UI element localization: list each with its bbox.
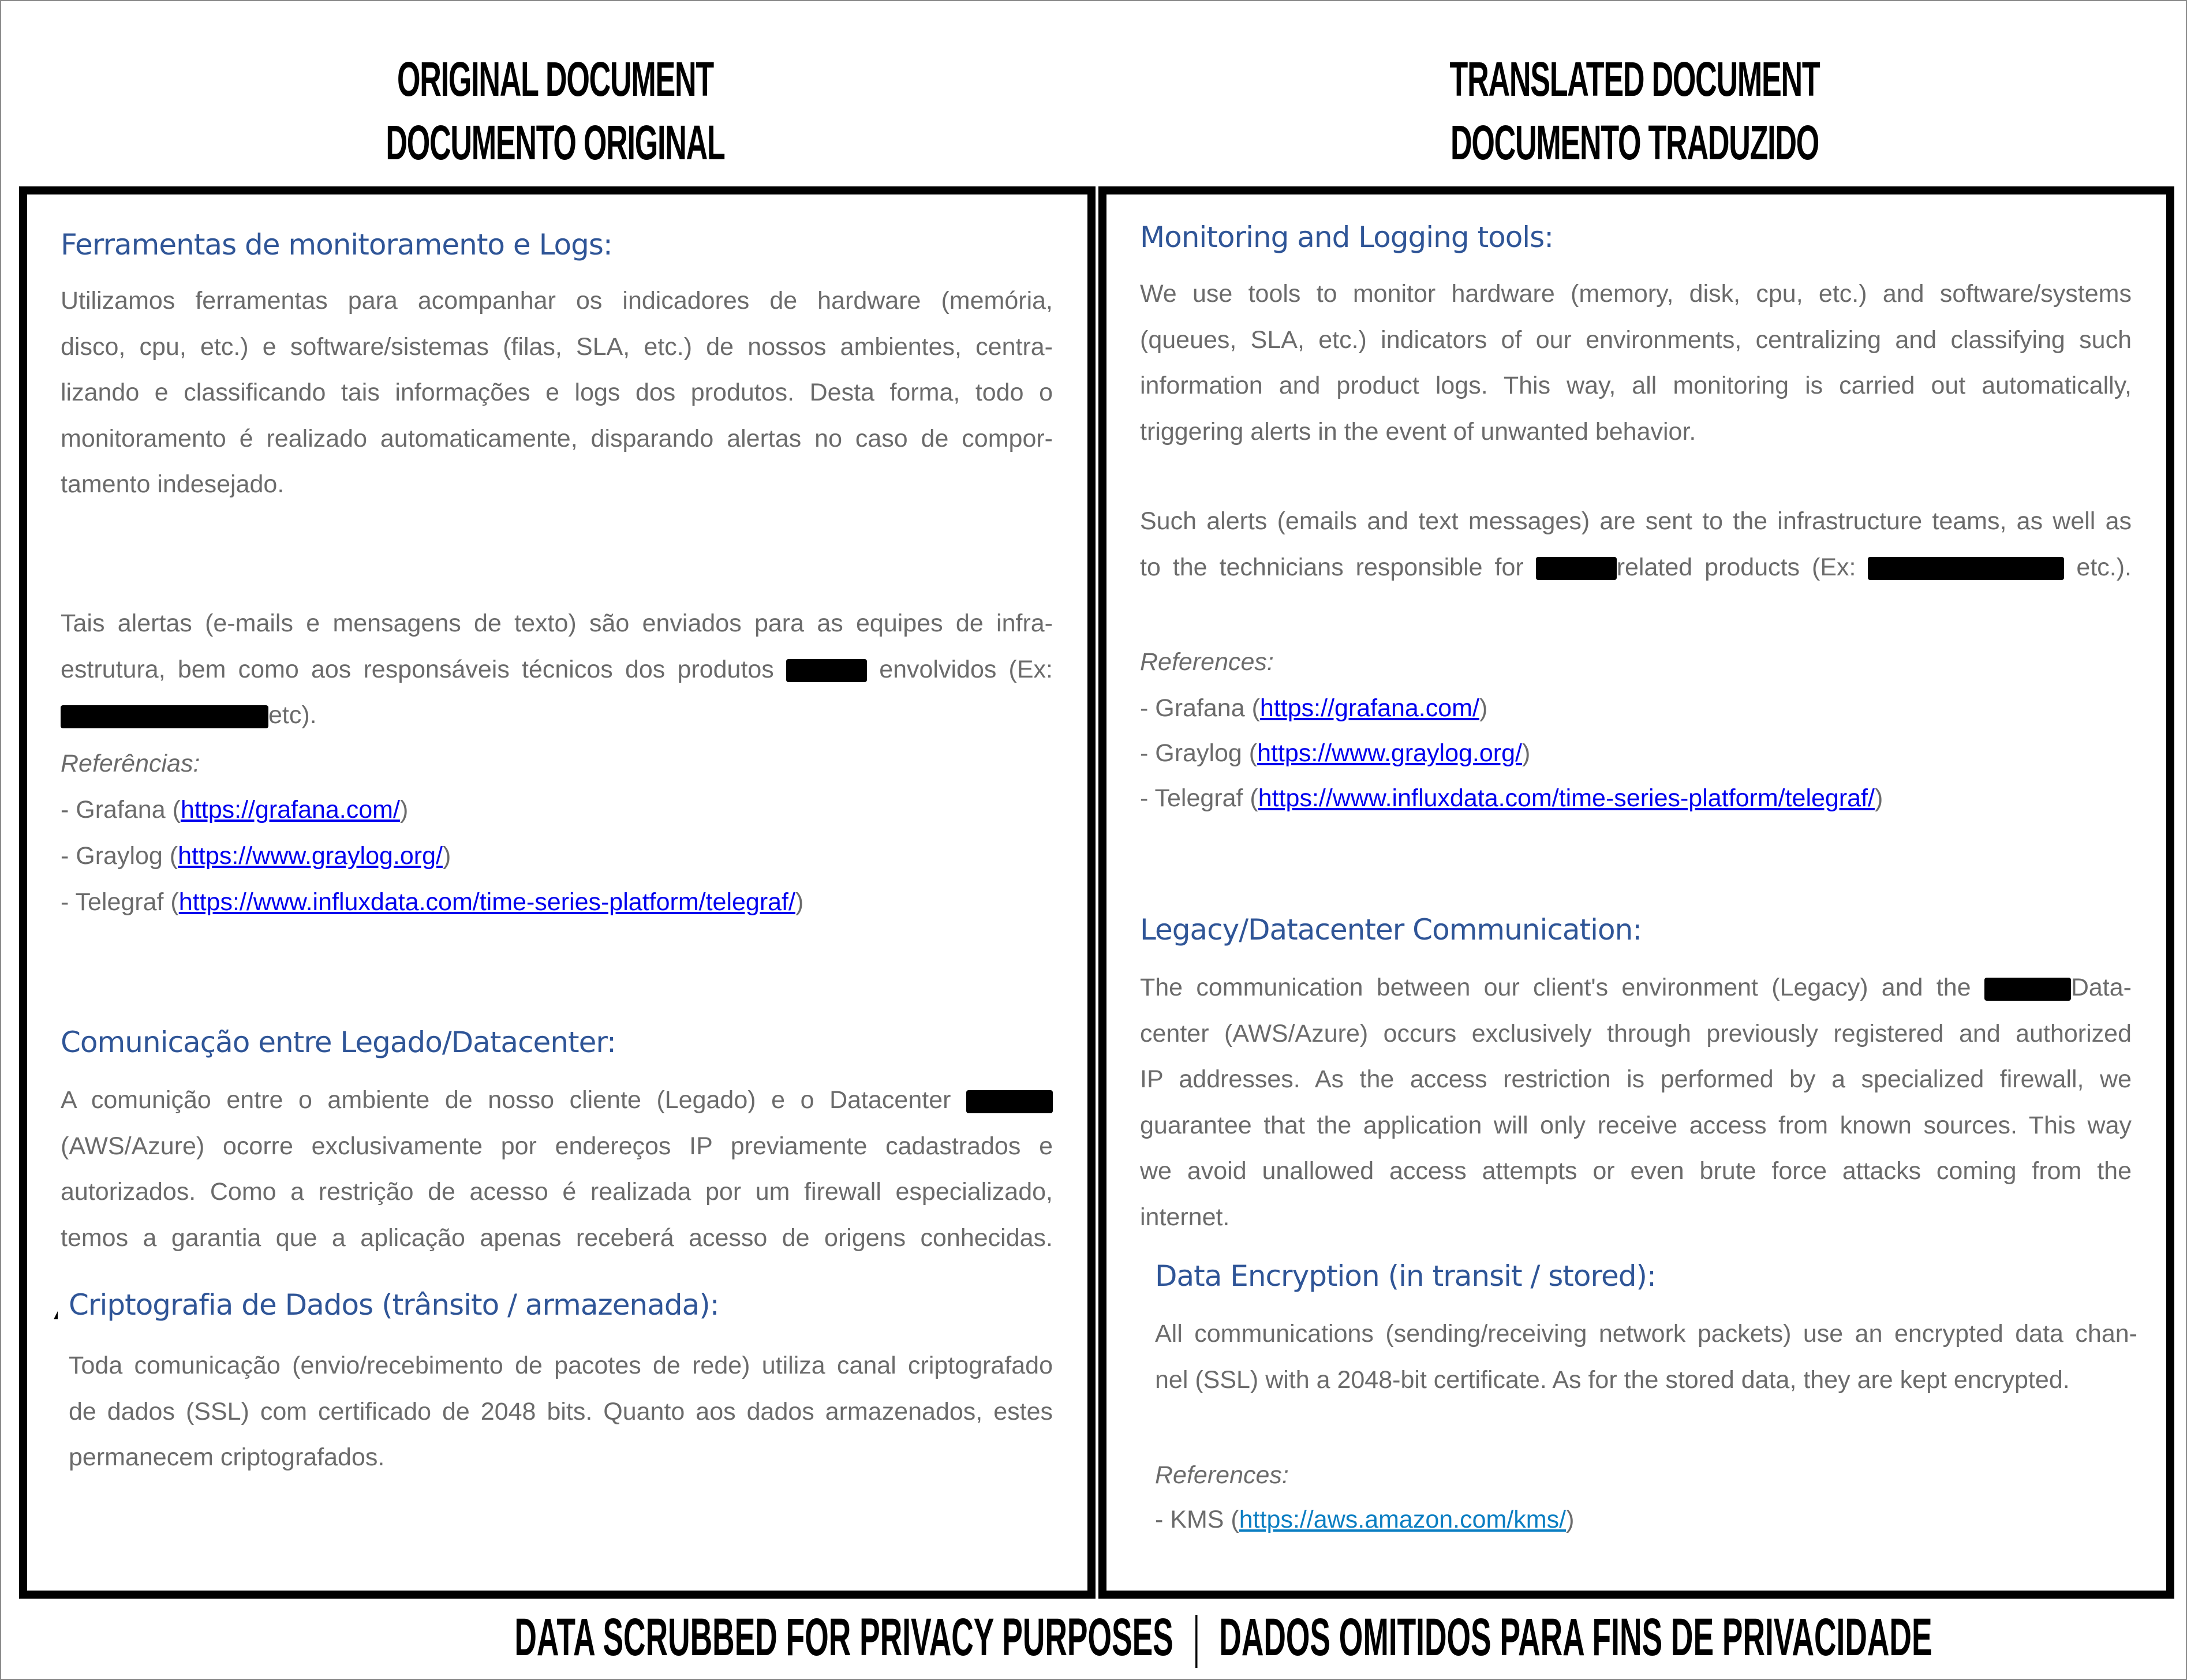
reference-kms: - KMS (https://aws.amazon.com/kms/) (1155, 1506, 1575, 1533)
header-line-en: ORIGINAL DOCUMENT (397, 52, 713, 106)
section-heading-monitoring: Monitoring and Logging tools: (1140, 220, 1554, 254)
paragraph-legacy-datacenter: The communication between our client's environment (Legacy) and the Data- center (AWS/Azure) occurs exclusively through previously registered and authorized IP addresses. As the access restriction is performed by a specialized firewall, we guarantee that the application will only receive access from known sources. This way we avoid unallowed access attempts or even brute force attacks coming from the internet. (1140, 974, 2132, 1231)
translated-document-panel (1098, 186, 2174, 1599)
redaction-mark (1536, 557, 1617, 580)
paragraph-alerts: Such alerts (emails and text messages) are sent to the infrastructure teams, as well as to the technicians responsible for related products (Ex: etc.). (1140, 507, 2132, 581)
footer-english: DATA SCRUBBED FOR PRIVACY PURPOSES (514, 1608, 1173, 1667)
section-heading-monitoring: Ferramentas de monitoramento e Logs: (61, 228, 612, 261)
grafana-link[interactable]: https://grafana.com/ (180, 796, 400, 824)
header-line-pt: DOCUMENTO TRADUZIDO (1450, 115, 1819, 170)
reference-grafana: - Grafana (https://grafana.com/) (61, 796, 409, 824)
graylog-link[interactable]: https://www.graylog.org/ (178, 842, 443, 870)
reference-graylog: - Graylog (https://www.graylog.org/) (61, 842, 451, 870)
translated-document-header (1302, 47, 1967, 174)
section-heading-encryption: Criptografia de Dados (trânsito / armazenada): (69, 1288, 719, 1322)
reference-grafana: - Grafana (https://grafana.com/) (1140, 694, 1488, 722)
reference-telegraf: - Telegraf (https://www.influxdata.com/time-series-platform/telegraf/) (1140, 784, 1883, 812)
graylog-link[interactable]: https://www.graylog.org/ (1257, 739, 1522, 767)
section-heading-encryption: Data Encryption (in transit / stored): (1155, 1259, 1656, 1293)
original-document-panel (19, 186, 1096, 1599)
references-title: References: (1155, 1461, 1289, 1489)
redaction-mark (1984, 978, 2071, 1001)
section-heading-legacy-datacenter: Comunicação entre Legado/Datacenter: (61, 1026, 616, 1059)
reference-telegraf: - Telegraf (https://www.influxdata.com/time-series-platform/telegraf/) (61, 888, 804, 916)
references-title: Referências: (61, 750, 200, 777)
footer-divider (1195, 1615, 1197, 1668)
header-line-pt: DOCUMENTO ORIGINAL (386, 115, 725, 170)
paragraph-monitoring: We use tools to monitor hardware (memory, disk, cpu, etc.) and software/systems (queues, SLA, etc.) indicators of our environments, centralizing and classifying such information and product logs. This way, all monitoring is carried out automatically, triggering alerts in the event of unwanted behavior. (1140, 280, 2132, 446)
privacy-footer (1, 1606, 2187, 1669)
redaction-mark (1868, 557, 2064, 580)
kms-link[interactable]: https://aws.amazon.com/kms/ (1239, 1506, 1567, 1533)
redaction-mark (61, 705, 268, 728)
original-document-header (222, 47, 888, 174)
paragraph-monitoring: Utilizamos ferramentas para acompanhar os indicadores de hardware (memória, disco, cpu, etc.) e software/sistemas (filas, SLA, etc.) de nossos ambientes, centra- lizando e classificando tais informações e logs dos produtos. Desta forma, todo o monitoramento é realizado automaticamente, disparando alertas no caso de compor- tamento indesejado. (61, 287, 1053, 498)
redaction-mark (966, 1090, 1053, 1113)
redaction-mark (786, 659, 867, 682)
collapse-caret-icon[interactable] (54, 1311, 58, 1319)
references-title: References: (1140, 648, 1274, 676)
telegraf-link[interactable]: https://www.influxdata.com/time-series-platform/telegraf/ (1258, 784, 1875, 812)
reference-graylog: - Graylog (https://www.graylog.org/) (1140, 739, 1531, 767)
grafana-link[interactable]: https://grafana.com/ (1259, 694, 1479, 722)
section-heading-legacy-datacenter: Legacy/Datacenter Communication: (1140, 913, 1642, 946)
header-line-en: TRANSLATED DOCUMENT (1449, 52, 1820, 106)
paragraph-legacy-datacenter: A comunição entre o ambiente de nosso cliente (Legado) e o Datacenter (AWS/Azure) ocorre exclusivamente por endereços IP previamente cadastrados e autorizados. Como a restrição de acesso é realizada por um firewall especializado, temos a garantia que a aplicação apenas receberá acesso de origens conhecidas. (61, 1086, 1053, 1252)
paragraph-encryption: All communications (sending/receiving network packets) use an encrypted data chan- nel (SSL) with a 2048-bit certificate. As for the stored data, they are kept encrypted. (1155, 1320, 2137, 1394)
telegraf-link[interactable]: https://www.influxdata.com/time-series-platform/telegraf/ (178, 888, 795, 916)
paragraph-encryption: Toda comunicação (envio/recebimento de pacotes de rede) utiliza canal criptografado de dados (SSL) com certificado de 2048 bits. Quanto aos dados armazenados, estes permanecem criptografados. (69, 1352, 1053, 1471)
footer-portuguese: DADOS OMITIDOS PARA FINS DE PRIVACIDADE (1219, 1608, 1932, 1667)
paragraph-alerts: Tais alertas (e-mails e mensagens de texto) são enviados para as equipes de infra- estrutura, bem como aos responsáveis técnicos dos produtos envolvidos (Ex: etc). (61, 609, 1053, 729)
